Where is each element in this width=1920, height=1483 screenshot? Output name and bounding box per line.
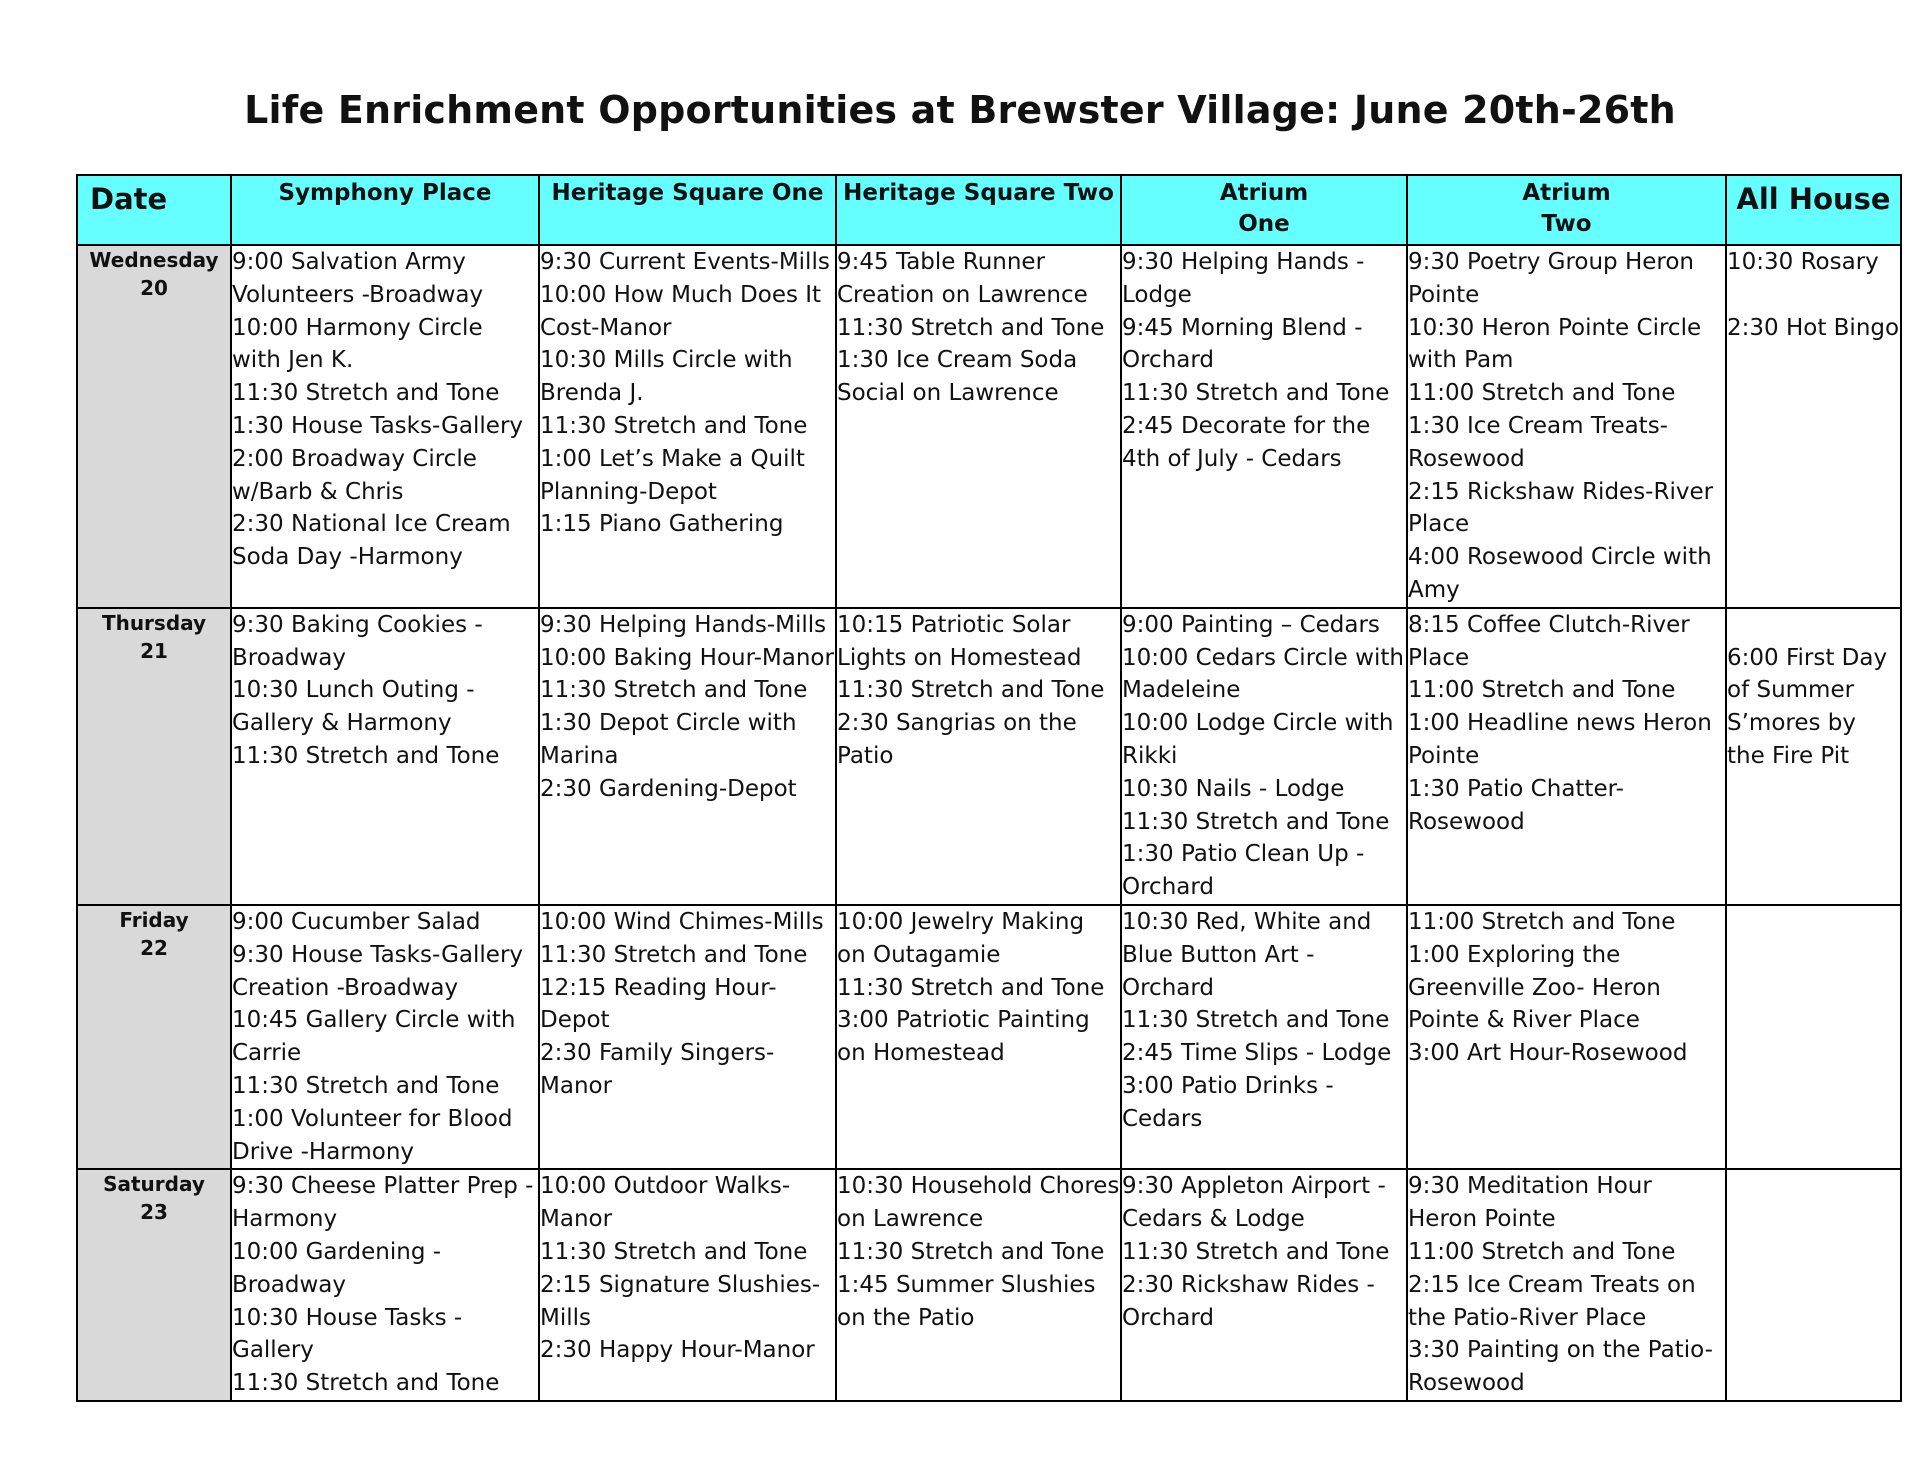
day-number: 22 bbox=[140, 935, 168, 960]
day-name: Thursday bbox=[101, 610, 207, 635]
day-cell bbox=[77, 245, 231, 608]
activities-heritage-square-two: 10:00 Jewelry Making on Outagamie 11:30 Stretch and Tone 3:00 Patriotic Painting on Homestead bbox=[836, 905, 1121, 1169]
day-name: Saturday bbox=[103, 1172, 205, 1197]
activities-atrium-two: 9:30 Meditation Hour Heron Pointe 11:00 Stretch and Tone 2:15 Ice Cream Treats on the Patio-River Place 3:30 Painting on the Patio- Rosewood bbox=[1407, 1169, 1726, 1401]
header-heritage-square-one: Heritage Square One bbox=[539, 175, 836, 245]
day-number: 21 bbox=[140, 638, 168, 663]
day-cell bbox=[77, 1169, 231, 1401]
day-number: 20 bbox=[140, 276, 168, 300]
activities-atrium-two: 8:15 Coffee Clutch-River Place 11:00 Stretch and Tone 1:00 Headline news Heron Pointe 1:30 Patio Chatter-Rosewood bbox=[1407, 608, 1726, 905]
table-row-saturday bbox=[77, 1169, 1901, 1401]
activities-atrium-one: 9:00 Painting – Cedars 10:00 Cedars Circle with Madeleine 10:00 Lodge Circle with Rikki 10:30 Nails - Lodge 11:30 Stretch and Tone 1:30 Patio Clean Up - Orchard bbox=[1121, 608, 1407, 905]
page-title: Life Enrichment Opportunities at Brewster Village: June 20th-26th bbox=[244, 88, 1676, 132]
activities-heritage-square-one: 10:00 Wind Chimes-Mills 11:30 Stretch and Tone 12:15 Reading Hour-Depot 2:30 Family Singers-Manor bbox=[539, 905, 836, 1169]
activities-atrium-two: 11:00 Stretch and Tone 1:00 Exploring the Greenville Zoo- Heron Pointe & River Place 3:00 Art Hour-Rosewood bbox=[1407, 905, 1726, 1169]
activities-symphony-place: 9:00 Cucumber Salad 9:30 House Tasks-Gallery Creation -Broadway 10:45 Gallery Circle with Carrie 11:30 Stretch and Tone 1:00 Volunteer for Blood Drive -Harmony bbox=[231, 905, 539, 1169]
activities-all-house bbox=[1726, 905, 1901, 1169]
activities-heritage-square-one: 9:30 Current Events-Mills 10:00 How Much Does It Cost-Manor 10:30 Mills Circle with Brenda J. 11:30 Stretch and Tone 1:00 Let’s Make a Quilt Planning-Depot 1:15 Piano Gathering bbox=[539, 245, 836, 608]
activities-heritage-square-two: 10:30 Household Chores on Lawrence 11:30 Stretch and Tone 1:45 Summer Slushies on the Patio bbox=[836, 1169, 1121, 1401]
activities-heritage-square-two: 9:45 Table Runner Creation on Lawrence 11:30 Stretch and Tone 1:30 Ice Cream Soda Social on Lawrence bbox=[836, 245, 1121, 608]
table-row-thursday bbox=[77, 608, 1901, 905]
day-cell bbox=[77, 905, 231, 1169]
activities-heritage-square-two: 10:15 Patriotic Solar Lights on Homestead 11:30 Stretch and Tone 2:30 Sangrias on the Patio bbox=[836, 608, 1121, 905]
day-number: 23 bbox=[140, 1200, 168, 1225]
header-symphony-place: Symphony Place bbox=[231, 175, 539, 245]
header-atrium-one: Atrium One bbox=[1121, 175, 1407, 245]
activities-heritage-square-one: 9:30 Helping Hands-Mills 10:00 Baking Hour-Manor 11:30 Stretch and Tone 1:30 Depot Circle with Marina 2:30 Gardening-Depot bbox=[539, 608, 836, 905]
activities-atrium-two: 9:30 Poetry Group Heron Pointe 10:30 Heron Pointe Circle with Pam 11:00 Stretch and Tone 1:30 Ice Cream Treats-Rosewood 2:15 Rickshaw Rides-River Place 4:00 Rosewood Circle with Amy bbox=[1407, 245, 1726, 608]
activities-all-house: 10:30 Rosary 2:30 Hot Bingo bbox=[1726, 245, 1901, 608]
header-all-house: All House bbox=[1726, 175, 1901, 245]
table-row-friday bbox=[77, 905, 1901, 1169]
activities-symphony-place: 9:30 Cheese Platter Prep -Harmony 10:00 Gardening - Broadway 10:30 House Tasks - Gallery 11:30 Stretch and Tone bbox=[231, 1169, 539, 1401]
activities-atrium-one: 9:30 Appleton Airport - Cedars & Lodge 11:30 Stretch and Tone 2:30 Rickshaw Rides - Orchard bbox=[1121, 1169, 1407, 1401]
activities-atrium-one: 9:30 Helping Hands - Lodge 9:45 Morning Blend - Orchard 11:30 Stretch and Tone 2:45 Decorate for the 4th of July - Cedars bbox=[1121, 245, 1407, 608]
day-name: Wednesday bbox=[89, 248, 219, 272]
header-atrium-two: Atrium Two bbox=[1407, 175, 1726, 245]
activities-heritage-square-one: 10:00 Outdoor Walks-Manor 11:30 Stretch and Tone 2:15 Signature Slushies-Mills 2:30 Happy Hour-Manor bbox=[539, 1169, 836, 1401]
activities-all-house: 6:00 First Day of Summer S’mores by the Fire Pit bbox=[1726, 608, 1901, 905]
day-cell bbox=[77, 608, 231, 905]
activities-all-house bbox=[1726, 1169, 1901, 1401]
activities-symphony-place: 9:30 Baking Cookies - Broadway 10:30 Lunch Outing - Gallery & Harmony 11:30 Stretch and Tone bbox=[231, 608, 539, 905]
header-heritage-square-two: Heritage Square Two bbox=[836, 175, 1121, 245]
activities-atrium-one: 10:30 Red, White and Blue Button Art - Orchard 11:30 Stretch and Tone 2:45 Time Slips - Lodge 3:00 Patio Drinks - Cedars bbox=[1121, 905, 1407, 1169]
header-date: Date bbox=[77, 175, 231, 245]
day-name: Friday bbox=[119, 907, 189, 932]
header-row bbox=[77, 175, 1901, 245]
activities-symphony-place: 9:00 Salvation Army Volunteers -Broadway 10:00 Harmony Circle with Jen K. 11:30 Stretch and Tone 1:30 House Tasks-Gallery 2:00 Broadway Circle w/Barb & Chris 2:30 National Ice Cream Soda Day -Harmony bbox=[231, 245, 539, 608]
schedule-table bbox=[76, 174, 1902, 1402]
table-row-wednesday bbox=[77, 245, 1901, 608]
